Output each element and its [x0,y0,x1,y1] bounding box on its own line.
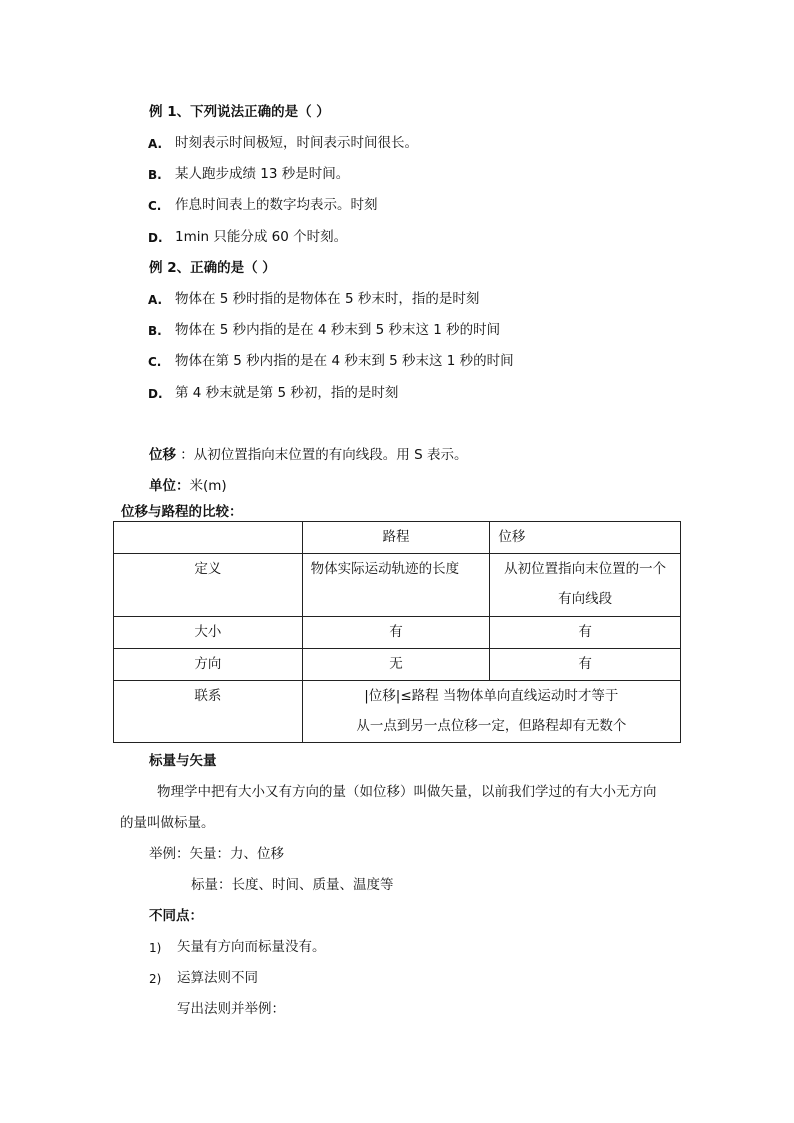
table-row-relation [114,681,681,743]
option-text: 物体在 5 秒时指的是物体在 5 秒末时，指的是时刻 [175,291,480,307]
scalar-vector-heading: 标量与矢量 [149,753,217,769]
displacement-definition-line [149,446,467,464]
option-text: 物体在 5 秒内指的是在 4 秒末到 5 秒末这 1 秒的时间 [175,322,501,338]
option-text: 1min 只能分成 60 个时刻。 [175,229,348,245]
displacement-definition-line2: 有向线段 [558,591,613,607]
cell-displacement-size: 有 [490,617,681,649]
cell-distance-direction: 无 [302,649,490,681]
table-row-definition [114,554,681,617]
row-label-definition: 定义 [114,554,303,617]
option-label: A. [148,293,163,307]
unit-value: 米(m) [189,478,227,494]
comparison-title: 位移与路程的比较： [121,504,243,520]
row-label-relation: 联系 [114,681,303,743]
option-text: 时刻表示时间极短，时间表示时间很长。 [175,135,418,151]
option-text: 某人跑步成绩 13 秒是时间。 [175,166,350,182]
rules-task: 写出法则并举例： [177,1001,285,1017]
example-2-title: 例 2、正确的是（ ） [149,260,276,276]
difference-label: 1) [149,941,162,955]
difference-text: 运算法则不同 [177,970,258,986]
cell-distance-definition: 物体实际运动轨迹的长度 [302,554,490,617]
cell-relation [302,681,680,743]
option-text: 物体在第 5 秒内指的是在 4 秒末到 5 秒末这 1 秒的时间 [175,353,514,369]
table-row-direction [114,649,681,681]
unit-label: 单位： [149,478,190,494]
row-label-direction: 方向 [114,649,303,681]
option-label: D. [148,231,163,245]
relation-line1: |位移|≤路程 当物体单向直线运动时才等于 [364,688,619,704]
option-label: B. [148,168,162,182]
examples-scalar: 标量：长度、时间、质量、温度等 [191,877,394,893]
cell-distance-size: 有 [302,617,490,649]
comparison-table [113,521,681,743]
difference-label: 2) [149,972,162,986]
examples-vector: 举例：矢量：力、位移 [149,846,284,862]
unit-line [149,477,227,495]
option-label: C. [148,355,162,369]
table-header-row [114,522,681,554]
displacement-definition: ：从初位置指向末位置的有向线段。用 S 表示。 [176,447,468,463]
relation-line2: 从一点到另一点位移一定，但路程却有无数个 [356,718,627,734]
option-text: 作息时间表上的数字均表示。时刻 [175,197,378,213]
option-label: A. [148,137,163,151]
scalar-vector-paragraph-line2: 的量叫做标量。 [120,815,215,831]
displacement-term: 位移 [149,447,176,463]
displacement-definition-line1: 从初位置指向末位置的一个 [504,561,667,577]
differences-heading: 不同点： [149,908,203,924]
row-label-size: 大小 [114,617,303,649]
cell-displacement-definition [490,554,681,617]
header-distance: 路程 [302,522,490,554]
table-row-size [114,617,681,649]
header-displacement: 位移 [490,522,681,554]
option-label: C. [148,199,162,213]
option-label: D. [148,387,163,401]
option-label: B. [148,324,162,338]
header-empty-cell [114,522,303,554]
option-text: 第 4 秒末就是第 5 秒初，指的是时刻 [175,385,399,401]
example-1-title: 例 1、下列说法正确的是（ ） [149,104,330,120]
scalar-vector-paragraph-line1: 物理学中把有大小又有方向的量（如位移）叫做矢量，以前我们学过的有大小无方向 [157,784,657,800]
cell-displacement-direction: 有 [490,649,681,681]
difference-text: 矢量有方向而标量没有。 [177,939,326,955]
